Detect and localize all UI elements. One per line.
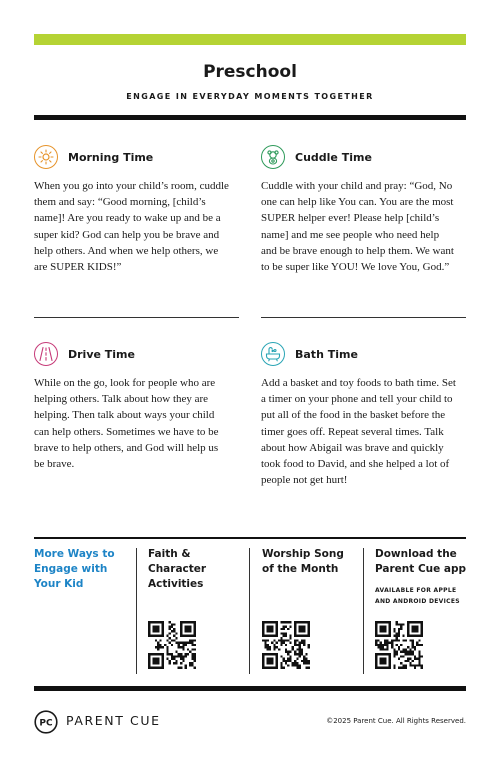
footer-divider (34, 686, 466, 691)
activity-drive-time (34, 341, 240, 472)
copyright-text: ©2025 Parent Cue. All Rights Reserved. (326, 717, 466, 725)
resource-title: Worship Song of the Month (262, 548, 344, 575)
section-divider (261, 317, 466, 318)
more-ways-heading: More Ways to Engage with Your Kid (34, 548, 115, 590)
activity-description: When you go into your child’s room, cuddle them and say: “Good morning, [child’s name]! Are you ready to wake up and be a super kid? God can help you be brave and help others. And when we help others, we are SUPER KIDS!” (34, 180, 229, 274)
activity-morning-time (34, 144, 240, 275)
qr-code-worship-song[interactable] (262, 621, 310, 669)
resource-worship-song (262, 547, 362, 577)
activity-description: While on the go, look for people who are helping others. Talk about how they are helping. Then talk about ways your child can help others. Sometimes we have to be brave to help others, and God will help us be brave. (34, 377, 219, 471)
header-divider (34, 115, 466, 120)
teddy-bear-icon (261, 145, 285, 169)
sun-icon (34, 145, 58, 169)
resources-divider (34, 537, 466, 539)
accent-bar (34, 34, 466, 45)
column-divider (363, 548, 364, 674)
activity-cuddle-time (261, 144, 467, 275)
page-title: Preschool (203, 62, 297, 82)
qr-code-faith-activities[interactable] (148, 621, 196, 669)
bathtub-icon (261, 342, 285, 366)
resource-title: Faith & Character Activities (148, 548, 207, 590)
resource-title: Download the Parent Cue app (375, 548, 467, 575)
qr-code-app-download[interactable] (375, 621, 423, 669)
activity-title: Morning Time (68, 150, 154, 164)
parent-cue-logo-icon (34, 710, 58, 734)
activity-bath-time (261, 341, 467, 488)
road-icon (34, 342, 58, 366)
svg-text:PC: PC (39, 718, 53, 729)
activity-title: Drive Time (68, 347, 135, 361)
column-divider (136, 548, 137, 674)
resource-faith-character (148, 547, 248, 592)
app-availability-note: AVAILABLE FOR APPLE AND ANDROID DEVICES (375, 587, 460, 605)
brand-name: PARENT CUE (66, 713, 161, 728)
activity-description: Cuddle with your child and pray: “God, No one can help like You can. You are the most SUPER helper ever! Please help [child’s name] and me see people who need help and be brave enough to help them. We want to be super like YOU! We love You, God.” (261, 180, 454, 274)
column-divider (249, 548, 250, 674)
activity-description: Add a basket and toy foods to bath time. Set a timer on your phone and tell your child to put all of the food in the basket before the timer goes off. Repeat several times. Talk about how Abigail was brave and quickly took food to David, and she helped a lot of people not get hurt! (261, 377, 456, 487)
activity-title: Cuddle Time (295, 150, 372, 164)
resource-parent-cue-app (375, 547, 475, 607)
page-subtitle: ENGAGE IN EVERYDAY MOMENTS TOGETHER (126, 92, 374, 101)
activity-title: Bath Time (295, 347, 358, 361)
section-divider (34, 317, 239, 318)
